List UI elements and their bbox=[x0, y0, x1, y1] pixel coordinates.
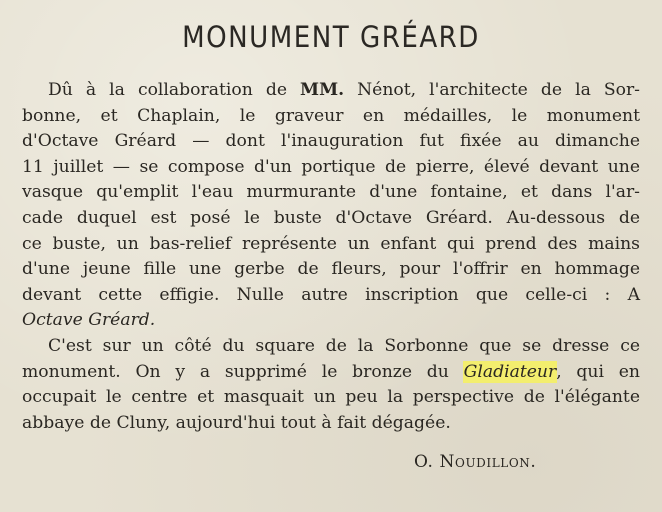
article-body bbox=[22, 78, 640, 436]
highlighted-word: Gladiateur bbox=[463, 361, 557, 382]
bold-text: MM. bbox=[300, 80, 345, 100]
text-line: 11 juillet — se compose d'un portique de pierre, élevé devant une bbox=[22, 156, 640, 177]
text-line: bonne, et Chaplain, le graveur en médailles, le monument bbox=[22, 105, 640, 126]
text-line: monument. On y a supprimé le bronze du Gladiateur, qui en bbox=[22, 361, 641, 382]
text-line: occupait le centre et masquait un peu la perspective de l'élégante bbox=[22, 387, 640, 408]
text-line: ce buste, un bas-relief représente un enfant qui prend des mains bbox=[22, 233, 640, 254]
text-line: C'est sur un côté du square de la Sorbonne que se dresse ce bbox=[48, 335, 640, 356]
text-line: cade duquel est posé le buste d'Octave Gréard. Au-dessous de bbox=[22, 207, 640, 228]
paragraph-1 bbox=[22, 78, 640, 334]
text-line: vasque qu'emplit l'eau murmurante d'une fontaine, et dans l'ar- bbox=[22, 182, 640, 203]
text-line: d'une jeune fille une gerbe de fleurs, pour l'offrir en hommage bbox=[22, 259, 640, 280]
text-line: Dû à la collaboration de MM. Nénot, l'architecte de la Sor- bbox=[48, 80, 640, 100]
text-line: d'Octave Gréard — dont l'inauguration fut fixée au dimanche bbox=[22, 131, 640, 152]
paragraph-2 bbox=[22, 334, 640, 436]
article-title: MONUMENT GRÉARD bbox=[182, 20, 480, 54]
text-line: abbaye de Cluny, aujourd'hui tout à fait dégagée. bbox=[22, 412, 451, 433]
text-line: devant cette effigie. Nulle autre inscription que celle-ci : A bbox=[22, 284, 640, 305]
text-line-italic: Octave Gréard. bbox=[22, 310, 156, 331]
author-signature: O. Noudillon. bbox=[414, 452, 537, 472]
